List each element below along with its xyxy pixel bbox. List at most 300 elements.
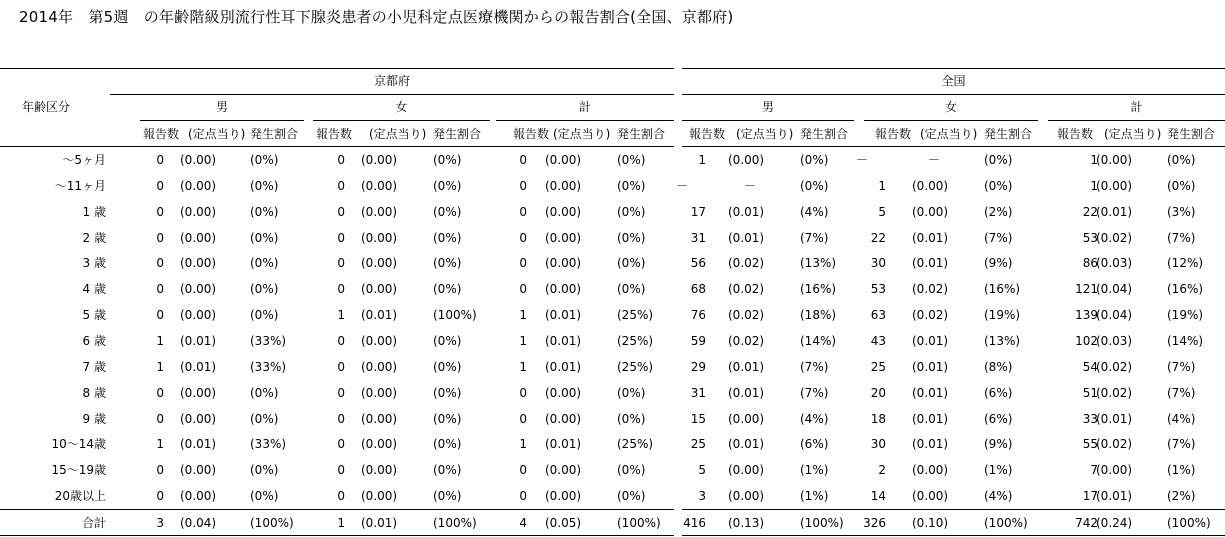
percentage-value: (33%) <box>250 334 287 348</box>
per-site-value: (0.02) <box>1096 360 1133 374</box>
count-value: 86 <box>1082 256 1098 270</box>
per-site-value: (0.01) <box>180 437 217 451</box>
percentage-value: (7%) <box>1167 360 1196 374</box>
percentage-value: (100%) <box>984 516 1028 530</box>
per-site-value: (0.00) <box>361 334 398 348</box>
count-value: 742 <box>1075 516 1098 530</box>
count-value: 22 <box>870 231 886 245</box>
per-site-value: (0.00) <box>912 463 949 477</box>
count-value: 0 <box>156 179 164 193</box>
per-site-value: (0.02) <box>728 334 765 348</box>
percentage-value: (4%) <box>1167 412 1196 426</box>
count-value: 59 <box>690 334 706 348</box>
count-value: 15 <box>690 412 706 426</box>
percentage-value: (7%) <box>800 386 829 400</box>
count-value: 55 <box>1082 437 1098 451</box>
percentage-value: (4%) <box>800 412 829 426</box>
sub-header-per-site: (定点当り) <box>920 127 978 141</box>
per-site-value: (0.01) <box>912 437 949 451</box>
per-site-value: (0.02) <box>1096 231 1133 245</box>
percentage-value: (0%) <box>250 179 279 193</box>
percentage-value: (19%) <box>1167 308 1204 322</box>
count-value: 1 <box>156 334 164 348</box>
per-site-value: (0.01) <box>180 360 217 374</box>
percentage-value: (14%) <box>800 334 837 348</box>
count-value: 29 <box>690 360 706 374</box>
count-value: 63 <box>870 308 886 322</box>
count-value: 5 <box>698 463 706 477</box>
region-header-kyoto: 京都府 <box>373 74 410 88</box>
per-site-value: (0.00) <box>180 231 217 245</box>
percentage-value: (16%) <box>984 282 1021 296</box>
percentage-value: (100%) <box>250 516 294 530</box>
percentage-value: (14%) <box>1167 334 1204 348</box>
percentage-value: (100%) <box>433 516 477 530</box>
per-site-value: (0.00) <box>361 489 398 503</box>
page-title: 2014年 第5週 の年齢階級別流行性耳下腺炎患者の小児科定点医療機関からの報告割合(全国、京都府) <box>19 8 734 26</box>
per-site-value: (0.00) <box>912 205 949 219</box>
count-value: 51 <box>1082 386 1098 400</box>
percentage-value: (0%) <box>433 334 462 348</box>
percentage-value: (7%) <box>1167 386 1196 400</box>
count-value: 0 <box>519 205 527 219</box>
age-label: 8 歳 <box>82 386 106 400</box>
count-value: 1 <box>519 360 527 374</box>
percentage-value: (0%) <box>1167 179 1196 193</box>
total-row-label: 合計 <box>81 516 106 530</box>
count-value: 14 <box>870 489 886 503</box>
percentage-value: (18%) <box>800 308 837 322</box>
sub-header-count: 報告数 <box>875 127 912 141</box>
percentage-value: (0%) <box>617 386 646 400</box>
per-site-value: (0.00) <box>545 282 582 296</box>
count-value: 0 <box>519 231 527 245</box>
percentage-value: (4%) <box>800 205 829 219</box>
per-site-value: (0.00) <box>545 179 582 193</box>
count-value: 68 <box>690 282 706 296</box>
percentage-value: (16%) <box>800 282 837 296</box>
rule-line <box>0 146 674 147</box>
per-site-value: (0.01) <box>180 334 217 348</box>
sub-header-percentage: 発生割合 <box>433 127 482 141</box>
per-site-value: (0.00) <box>361 282 398 296</box>
per-site-value: (0.01) <box>912 360 949 374</box>
per-site-value: (0.00) <box>180 282 217 296</box>
percentage-value: (0%) <box>617 153 646 167</box>
percentage-value: (0%) <box>433 489 462 503</box>
rule-line <box>496 120 674 121</box>
count-value: 1 <box>878 179 886 193</box>
per-site-value: (0.02) <box>912 282 949 296</box>
per-site-value: (0.01) <box>912 256 949 270</box>
per-site-value: (0.03) <box>1096 256 1133 270</box>
count-value: 1 <box>156 360 164 374</box>
count-value: 1 <box>337 308 345 322</box>
missing-per-site: － <box>744 179 757 193</box>
per-site-value: (0.00) <box>912 489 949 503</box>
percentage-value: (0%) <box>617 205 646 219</box>
count-value: 0 <box>156 205 164 219</box>
percentage-value: (0%) <box>433 179 462 193</box>
percentage-value: (0%) <box>433 282 462 296</box>
count-value: 1 <box>519 334 527 348</box>
count-value: 0 <box>337 231 345 245</box>
percentage-value: (0%) <box>250 463 279 477</box>
rule-line <box>140 120 304 121</box>
percentage-value: (1%) <box>800 489 829 503</box>
per-site-value: (0.00) <box>728 463 765 477</box>
per-site-value: (0.00) <box>728 412 765 426</box>
rule-line <box>682 509 1225 510</box>
percentage-value: (0%) <box>433 360 462 374</box>
count-value: 17 <box>1082 489 1098 503</box>
count-value: 0 <box>337 282 345 296</box>
sub-header-per-site: (定点当り) <box>1104 127 1162 141</box>
per-site-value: (0.02) <box>1096 386 1133 400</box>
per-site-value: (0.04) <box>1096 308 1133 322</box>
count-value: 0 <box>156 412 164 426</box>
per-site-value: (0.00) <box>912 179 949 193</box>
count-value: 0 <box>337 179 345 193</box>
count-value: 7 <box>1090 463 1098 477</box>
per-site-value: (0.00) <box>545 386 582 400</box>
percentage-value: (12%) <box>1167 256 1204 270</box>
per-site-value: (0.00) <box>180 412 217 426</box>
percentage-value: (0%) <box>250 386 279 400</box>
per-site-value: (0.01) <box>545 334 582 348</box>
per-site-value: (0.01) <box>361 516 398 530</box>
age-label: 5 歳 <box>82 308 106 322</box>
count-value: 0 <box>519 386 527 400</box>
age-label: 7 歳 <box>82 360 106 374</box>
per-site-value: (0.24) <box>1096 516 1133 530</box>
percentage-value: (0%) <box>617 463 646 477</box>
percentage-value: (16%) <box>1167 282 1204 296</box>
count-value: 0 <box>337 437 345 451</box>
rule-line <box>0 535 674 536</box>
sub-header-count: 報告数 <box>513 127 550 141</box>
sub-header-percentage: 発生割合 <box>1167 127 1216 141</box>
sub-header-count: 報告数 <box>316 127 353 141</box>
group-header-total: 計 <box>1130 100 1143 114</box>
sub-header-per-site: (定点当り) <box>188 127 246 141</box>
percentage-value: (4%) <box>984 489 1013 503</box>
count-value: 0 <box>156 231 164 245</box>
sub-header-per-site: (定点当り) <box>736 127 794 141</box>
count-value: 1 <box>1090 153 1098 167</box>
rule-line <box>682 68 1225 69</box>
count-value: 1 <box>698 153 706 167</box>
percentage-value: (7%) <box>800 360 829 374</box>
per-site-value: (0.00) <box>361 231 398 245</box>
count-value: 76 <box>690 308 706 322</box>
percentage-value: (25%) <box>617 437 654 451</box>
per-site-value: (0.00) <box>361 386 398 400</box>
percentage-value: (9%) <box>984 256 1013 270</box>
per-site-value: (0.01) <box>912 231 949 245</box>
missing-per-site: － <box>928 153 941 167</box>
count-value: 2 <box>878 463 886 477</box>
rule-line <box>0 509 674 510</box>
missing-count: － <box>856 153 869 167</box>
per-site-value: (0.00) <box>545 463 582 477</box>
count-value: 0 <box>156 153 164 167</box>
per-site-value: (0.01) <box>545 360 582 374</box>
percentage-value: (3%) <box>1167 205 1196 219</box>
per-site-value: (0.00) <box>361 412 398 426</box>
count-value: 0 <box>156 463 164 477</box>
count-value: 20 <box>870 386 886 400</box>
percentage-value: (13%) <box>984 334 1021 348</box>
per-site-value: (0.02) <box>728 282 765 296</box>
percentage-value: (1%) <box>800 463 829 477</box>
per-site-value: (0.01) <box>361 308 398 322</box>
region-header-national: 全国 <box>941 74 966 88</box>
percentage-value: (13%) <box>800 256 837 270</box>
percentage-value: (0%) <box>433 231 462 245</box>
count-value: 5 <box>878 205 886 219</box>
per-site-value: (0.00) <box>361 256 398 270</box>
sub-header-per-site: (定点当り) <box>553 127 611 141</box>
percentage-value: (0%) <box>250 489 279 503</box>
count-value: 0 <box>337 412 345 426</box>
count-value: 56 <box>690 256 706 270</box>
per-site-value: (0.00) <box>1096 179 1133 193</box>
count-value: 17 <box>690 205 706 219</box>
percentage-value: (0%) <box>433 463 462 477</box>
missing-count: － <box>676 179 689 193</box>
percentage-value: (0%) <box>617 256 646 270</box>
age-label: 6 歳 <box>82 334 106 348</box>
per-site-value: (0.00) <box>180 153 217 167</box>
percentage-value: (7%) <box>1167 231 1196 245</box>
per-site-value: (0.01) <box>1096 489 1133 503</box>
per-site-value: (0.05) <box>545 516 582 530</box>
per-site-value: (0.00) <box>545 412 582 426</box>
count-value: 30 <box>870 256 886 270</box>
age-label: 3 歳 <box>82 256 106 270</box>
per-site-value: (0.01) <box>1096 205 1133 219</box>
percentage-value: (0%) <box>433 386 462 400</box>
count-value: 1 <box>519 308 527 322</box>
per-site-value: (0.04) <box>1096 282 1133 296</box>
sub-header-percentage: 発生割合 <box>984 127 1033 141</box>
count-value: 0 <box>519 412 527 426</box>
count-value: 0 <box>337 360 345 374</box>
percentage-value: (0%) <box>617 282 646 296</box>
per-site-value: (0.02) <box>728 256 765 270</box>
age-label: 1 歳 <box>82 205 106 219</box>
per-site-value: (0.00) <box>361 205 398 219</box>
count-value: 53 <box>1082 231 1098 245</box>
per-site-value: (0.00) <box>728 153 765 167</box>
percentage-value: (7%) <box>1167 437 1196 451</box>
percentage-value: (25%) <box>617 360 654 374</box>
count-value: 326 <box>863 516 886 530</box>
age-label: 9 歳 <box>82 412 106 426</box>
per-site-value: (0.00) <box>1096 153 1133 167</box>
percentage-value: (2%) <box>984 205 1013 219</box>
per-site-value: (0.00) <box>728 489 765 503</box>
per-site-value: (0.13) <box>728 516 765 530</box>
group-header-male: 男 <box>761 100 774 114</box>
count-value: 25 <box>870 360 886 374</box>
percentage-value: (100%) <box>800 516 844 530</box>
count-value: 416 <box>683 516 706 530</box>
percentage-value: (100%) <box>433 308 477 322</box>
sub-header-percentage: 発生割合 <box>617 127 666 141</box>
rule-line <box>0 68 674 69</box>
count-value: 0 <box>337 386 345 400</box>
percentage-value: (0%) <box>984 179 1013 193</box>
percentage-value: (0%) <box>1167 153 1196 167</box>
percentage-value: (0%) <box>250 412 279 426</box>
count-value: 1 <box>337 516 345 530</box>
percentage-value: (1%) <box>1167 463 1196 477</box>
per-site-value: (0.00) <box>545 205 582 219</box>
percentage-value: (25%) <box>617 334 654 348</box>
per-site-value: (0.00) <box>545 489 582 503</box>
count-value: 0 <box>519 153 527 167</box>
per-site-value: (0.01) <box>1096 412 1133 426</box>
per-site-value: (0.00) <box>361 179 398 193</box>
percentage-value: (0%) <box>250 256 279 270</box>
count-value: 0 <box>519 179 527 193</box>
percentage-value: (0%) <box>433 256 462 270</box>
percentage-value: (2%) <box>1167 489 1196 503</box>
count-value: 0 <box>337 463 345 477</box>
per-site-value: (0.01) <box>728 386 765 400</box>
count-value: 0 <box>519 489 527 503</box>
percentage-value: (0%) <box>433 437 462 451</box>
percentage-value: (100%) <box>1167 516 1211 530</box>
rule-line <box>864 120 1038 121</box>
sub-header-count: 報告数 <box>143 127 180 141</box>
count-value: 0 <box>337 489 345 503</box>
percentage-value: (0%) <box>984 153 1013 167</box>
count-value: 0 <box>337 153 345 167</box>
percentage-value: (0%) <box>250 153 279 167</box>
percentage-value: (0%) <box>800 153 829 167</box>
age-label: ～11ヶ月 <box>54 179 106 193</box>
per-site-value: (0.00) <box>361 437 398 451</box>
count-value: 139 <box>1075 308 1098 322</box>
group-header-female: 女 <box>944 100 957 114</box>
age-column-header: 年齢区分 <box>22 100 71 114</box>
sub-header-percentage: 発生割合 <box>800 127 849 141</box>
percentage-value: (0%) <box>617 489 646 503</box>
percentage-value: (6%) <box>984 412 1013 426</box>
percentage-value: (0%) <box>250 205 279 219</box>
rule-line <box>1048 120 1225 121</box>
count-value: 0 <box>337 256 345 270</box>
count-value: 0 <box>519 463 527 477</box>
per-site-value: (0.00) <box>361 463 398 477</box>
count-value: 1 <box>156 437 164 451</box>
per-site-value: (0.00) <box>361 153 398 167</box>
percentage-value: (33%) <box>250 360 287 374</box>
per-site-value: (0.01) <box>912 412 949 426</box>
per-site-value: (0.00) <box>361 360 398 374</box>
rule-line <box>110 94 674 95</box>
percentage-value: (0%) <box>250 308 279 322</box>
percentage-value: (0%) <box>250 231 279 245</box>
per-site-value: (0.00) <box>180 308 217 322</box>
percentage-value: (19%) <box>984 308 1021 322</box>
age-label: 20歳以上 <box>54 489 106 503</box>
per-site-value: (0.01) <box>728 231 765 245</box>
per-site-value: (0.02) <box>1096 437 1133 451</box>
sub-header-count: 報告数 <box>689 127 726 141</box>
per-site-value: (0.10) <box>912 516 949 530</box>
count-value: 0 <box>519 256 527 270</box>
count-value: 0 <box>156 256 164 270</box>
per-site-value: (0.01) <box>728 437 765 451</box>
per-site-value: (0.00) <box>1096 463 1133 477</box>
age-label: 10～14歳 <box>51 437 106 451</box>
rule-line <box>682 94 1225 95</box>
group-header-male: 男 <box>215 100 228 114</box>
per-site-value: (0.00) <box>180 179 217 193</box>
age-label: 4 歳 <box>82 282 106 296</box>
per-site-value: (0.01) <box>545 308 582 322</box>
rule-line <box>682 120 854 121</box>
percentage-value: (6%) <box>984 386 1013 400</box>
age-label: ～5ヶ月 <box>62 153 106 167</box>
percentage-value: (0%) <box>800 179 829 193</box>
per-site-value: (0.00) <box>545 256 582 270</box>
age-label: 2 歳 <box>82 231 106 245</box>
count-value: 102 <box>1075 334 1098 348</box>
percentage-value: (8%) <box>984 360 1013 374</box>
percentage-value: (100%) <box>617 516 661 530</box>
count-value: 54 <box>1082 360 1098 374</box>
percentage-value: (9%) <box>984 437 1013 451</box>
per-site-value: (0.00) <box>180 386 217 400</box>
age-label: 15～19歳 <box>51 463 106 477</box>
percentage-value: (25%) <box>617 308 654 322</box>
per-site-value: (0.01) <box>728 360 765 374</box>
count-value: 31 <box>690 386 706 400</box>
rule-line <box>682 535 1225 536</box>
per-site-value: (0.00) <box>180 256 217 270</box>
count-value: 31 <box>690 231 706 245</box>
count-value: 121 <box>1075 282 1098 296</box>
percentage-value: (0%) <box>250 282 279 296</box>
per-site-value: (0.00) <box>180 489 217 503</box>
percentage-value: (0%) <box>433 205 462 219</box>
count-value: 0 <box>337 334 345 348</box>
count-value: 30 <box>870 437 886 451</box>
count-value: 22 <box>1082 205 1098 219</box>
percentage-value: (0%) <box>617 179 646 193</box>
per-site-value: (0.00) <box>180 205 217 219</box>
count-value: 3 <box>156 516 164 530</box>
sub-header-count: 報告数 <box>1057 127 1094 141</box>
rule-line <box>313 120 490 121</box>
count-value: 0 <box>519 282 527 296</box>
percentage-value: (0%) <box>617 231 646 245</box>
sub-header-percentage: 発生割合 <box>250 127 299 141</box>
count-value: 1 <box>519 437 527 451</box>
per-site-value: (0.00) <box>545 231 582 245</box>
per-site-value: (0.00) <box>545 153 582 167</box>
count-value: 18 <box>870 412 886 426</box>
group-header-female: 女 <box>395 100 408 114</box>
percentage-value: (7%) <box>984 231 1013 245</box>
count-value: 0 <box>156 489 164 503</box>
count-value: 3 <box>698 489 706 503</box>
